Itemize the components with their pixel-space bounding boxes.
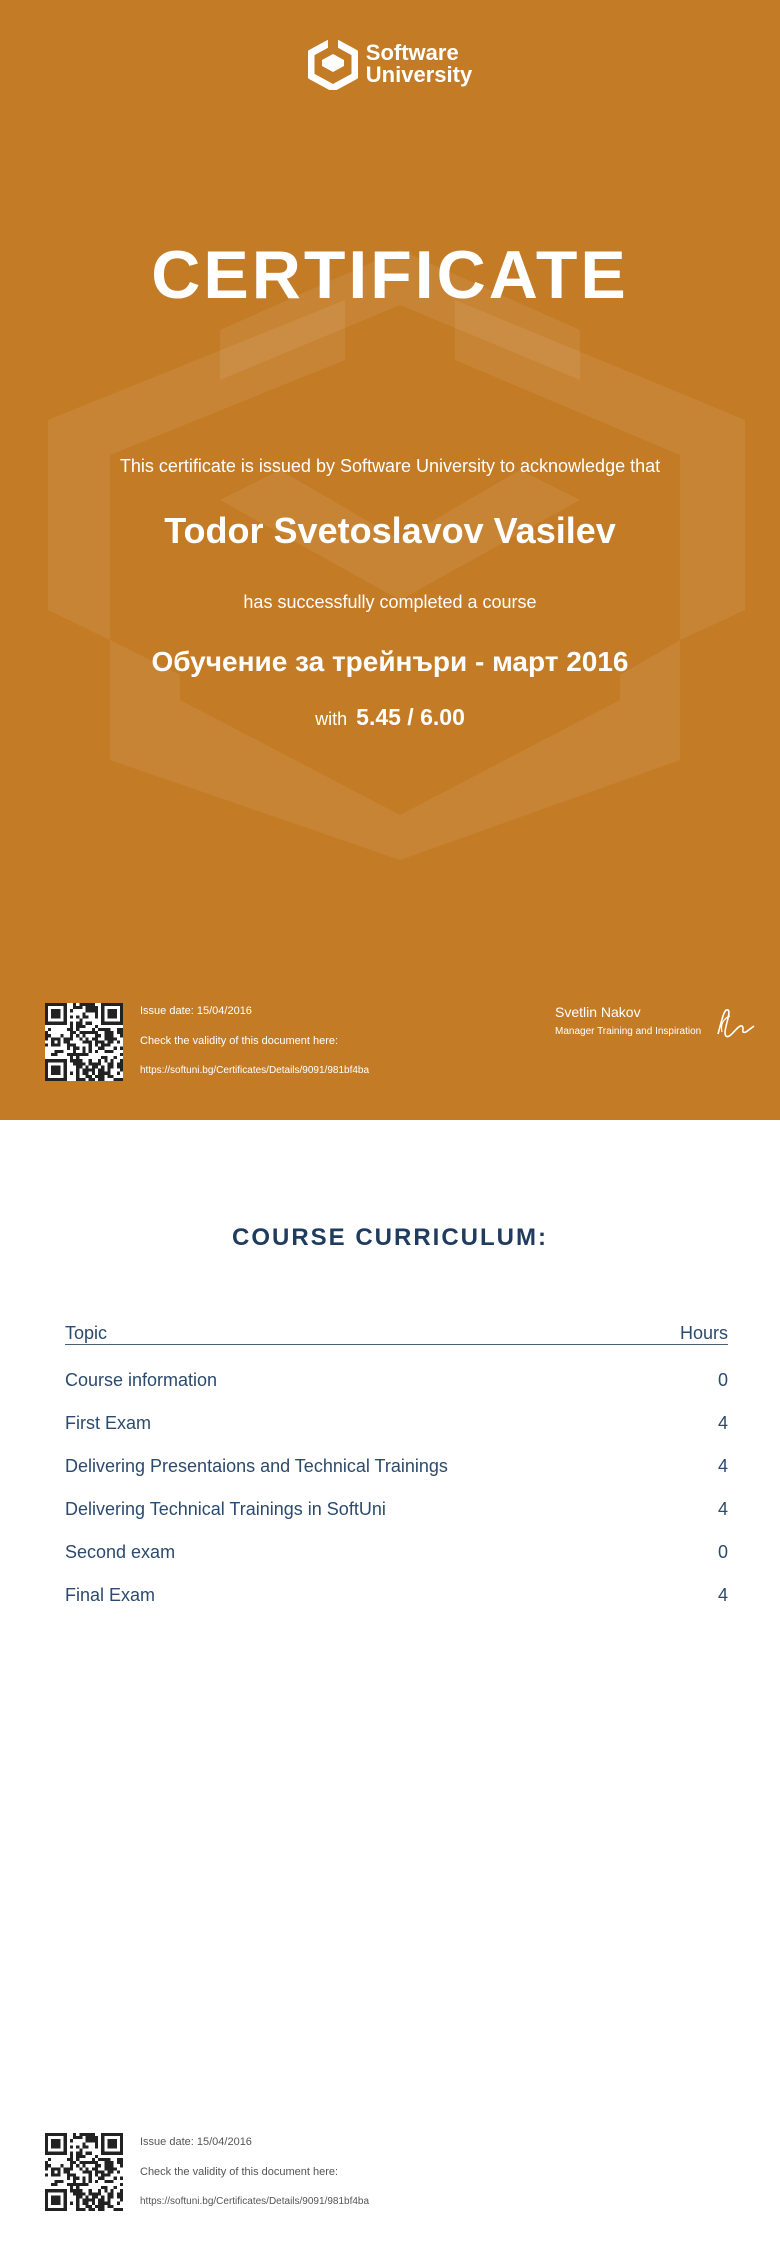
column-topic: Topic [65, 1323, 108, 1343]
issue-date: Issue date: 15/04/2016 [140, 2136, 252, 2148]
completion-statement: has successfully completed a course [243, 592, 537, 612]
row-hours: 0 [717, 1542, 728, 1562]
signatory-role: Manager Training and Inspiration [555, 1026, 702, 1037]
brand-logo [0, 38, 780, 90]
validity-link[interactable]: https://softuni.bg/Certificates/Details/9091/981bf4ba [140, 1065, 370, 1076]
row-topic: Final Exam [65, 1585, 156, 1605]
issue-date: Issue date: 15/04/2016 [140, 1005, 252, 1017]
certificate-title: CERTIFICATE [151, 237, 629, 313]
table-row [65, 1402, 728, 1445]
row-topic: Course information [65, 1370, 218, 1390]
brand-line-1: Software [365, 40, 459, 65]
row-hours: 4 [717, 1413, 728, 1433]
row-topic: Delivering Technical Trainings in SoftUni [65, 1499, 386, 1519]
curriculum-title: COURSE CURRICULUM: [232, 1224, 548, 1251]
qr-code-icon [45, 1003, 123, 1081]
table-row [65, 1574, 728, 1617]
curriculum-table [65, 1310, 728, 1617]
signatory [555, 1004, 701, 1037]
brand-name [366, 42, 472, 86]
softuni-logo-icon [308, 38, 358, 90]
row-hours: 4 [717, 1456, 728, 1476]
signature-icon [712, 1002, 756, 1042]
table-body [65, 1345, 728, 1617]
brand-line-2: University [365, 62, 473, 87]
table-row [65, 1359, 728, 1402]
grade-line [0, 704, 780, 731]
watermark-logo-icon [0, 0, 780, 1120]
row-topic: Second exam [65, 1542, 176, 1562]
table-row [65, 1488, 728, 1531]
column-hours: Hours [679, 1323, 728, 1343]
table-row [65, 1445, 728, 1488]
table-header [65, 1310, 728, 1345]
page-footer-info [140, 2135, 369, 2209]
row-hours: 0 [717, 1370, 728, 1390]
course-name: Обучение за трейнъри - март 2016 [151, 646, 629, 677]
table-row [65, 1531, 728, 1574]
validity-link[interactable]: https://softuni.bg/Certificates/Details/9091/981bf4ba [140, 2196, 370, 2207]
issued-statement: This certificate is issued by Software University to acknowledge that [119, 456, 661, 476]
row-hours: 4 [717, 1585, 728, 1605]
grade-value: 5.45 / 6.00 [356, 704, 465, 730]
recipient-name: Todor Svetoslavov Vasilev [164, 510, 616, 551]
row-topic: Delivering Presentaions and Technical Trainings [65, 1456, 448, 1476]
qr-code-icon [45, 2133, 123, 2211]
certificate-panel [0, 0, 780, 1120]
certificate-footer-info [140, 1004, 369, 1078]
signatory-name: Svetlin Nakov [555, 1004, 641, 1020]
validity-text: Check the validity of this document here: [140, 1035, 339, 1047]
row-hours: 4 [717, 1499, 728, 1519]
validity-text: Check the validity of this document here: [140, 2166, 339, 2178]
grade-prefix: with [315, 709, 348, 729]
row-topic: First Exam [65, 1413, 152, 1433]
